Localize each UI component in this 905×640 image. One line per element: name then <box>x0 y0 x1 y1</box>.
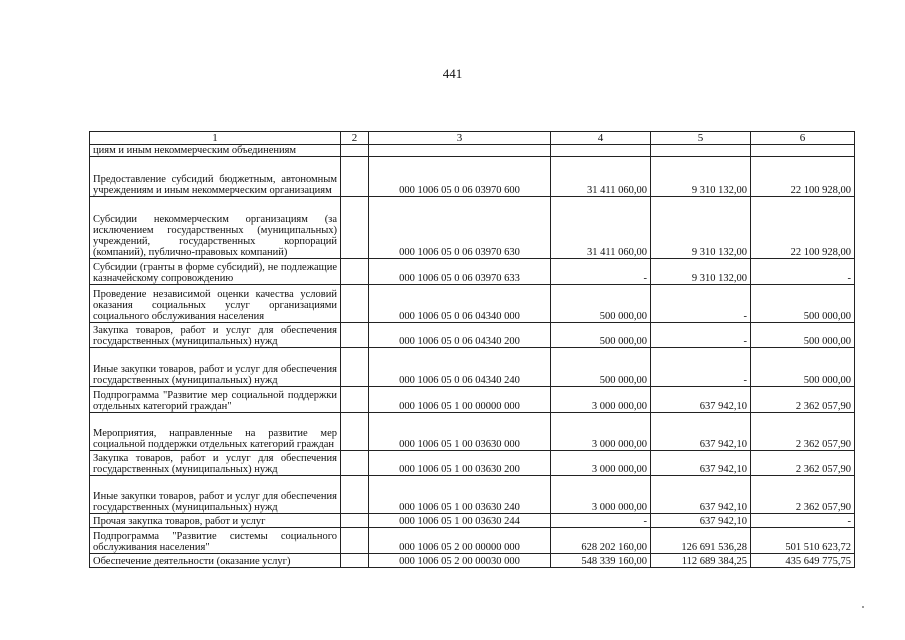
row-name: Закупка товаров, работ и услуг для обеспечения государственных (муниципальных) нужд <box>90 451 341 476</box>
row-col2 <box>341 528 369 554</box>
row-value-4: 3 000 000,00 <box>551 413 651 451</box>
row-name: Субсидии (гранты в форме субсидий), не подлежащие казначейскому сопровождению <box>90 259 341 285</box>
row-name: Мероприятия, направленные на развитие мер социальной поддержки отдельных категорий граждан <box>90 413 341 451</box>
row-name: циям и иным некоммерческим объединениям <box>90 145 341 157</box>
row-code: 000 1006 05 0 06 03970 600 <box>369 157 551 197</box>
row-name: Подпрограмма "Развитие мер социальной поддержки отдельных категорий граждан" <box>90 387 341 413</box>
table-header-row <box>90 132 855 145</box>
row-code: 000 1006 05 1 00 03630 200 <box>369 451 551 476</box>
table-row <box>90 554 855 568</box>
row-value-5: 9 310 132,00 <box>651 259 751 285</box>
row-value-6: 2 362 057,90 <box>751 476 855 514</box>
row-value-6: 500 000,00 <box>751 285 855 323</box>
scan-speck <box>862 606 864 608</box>
row-col2 <box>341 554 369 568</box>
row-value-5: - <box>651 285 751 323</box>
column-header-1: 1 <box>90 132 341 145</box>
row-code: 000 1006 05 0 06 04340 240 <box>369 348 551 387</box>
row-value-5: 112 689 384,25 <box>651 554 751 568</box>
table-row <box>90 285 855 323</box>
table-row <box>90 387 855 413</box>
row-value-4: - <box>551 259 651 285</box>
row-col2 <box>341 285 369 323</box>
row-value-5: 126 691 536,28 <box>651 528 751 554</box>
row-value-5: - <box>651 348 751 387</box>
table-row <box>90 259 855 285</box>
row-value-4: 31 411 060,00 <box>551 157 651 197</box>
row-name: Предоставление субсидий бюджетным, автономным учреждениям и иным некоммерческим организациям <box>90 157 341 197</box>
table-row <box>90 451 855 476</box>
row-value-4: 628 202 160,00 <box>551 528 651 554</box>
row-value-5: 637 942,10 <box>651 514 751 528</box>
row-code: 000 1006 05 0 06 04340 000 <box>369 285 551 323</box>
column-header-3: 3 <box>369 132 551 145</box>
row-value-4: 31 411 060,00 <box>551 197 651 259</box>
row-value-4: 3 000 000,00 <box>551 451 651 476</box>
row-name: Проведение независимой оценки качества условий оказания социальных услуг организациями социального обслуживания населения <box>90 285 341 323</box>
row-value-5: 637 942,10 <box>651 451 751 476</box>
row-code: 000 1006 05 2 00 00030 000 <box>369 554 551 568</box>
row-col2 <box>341 259 369 285</box>
table-row <box>90 145 855 157</box>
row-col2 <box>341 197 369 259</box>
row-value-5: 9 310 132,00 <box>651 197 751 259</box>
row-col2 <box>341 145 369 157</box>
row-value-5: - <box>651 323 751 348</box>
row-value-6: 500 000,00 <box>751 348 855 387</box>
column-header-2: 2 <box>341 132 369 145</box>
table-row <box>90 413 855 451</box>
column-header-4: 4 <box>551 132 651 145</box>
column-header-6: 6 <box>751 132 855 145</box>
row-code: 000 1006 05 0 06 03970 633 <box>369 259 551 285</box>
row-value-6: 435 649 775,75 <box>751 554 855 568</box>
row-code: 000 1006 05 1 00 03630 000 <box>369 413 551 451</box>
table-row <box>90 197 855 259</box>
row-name: Закупка товаров, работ и услуг для обеспечения государственных (муниципальных) нужд <box>90 323 341 348</box>
row-value-4: 548 339 160,00 <box>551 554 651 568</box>
row-name: Обеспечение деятельности (оказание услуг) <box>90 554 341 568</box>
page-number: 441 <box>442 66 463 81</box>
row-col2 <box>341 323 369 348</box>
row-col2 <box>341 157 369 197</box>
row-value-4: 3 000 000,00 <box>551 387 651 413</box>
row-col2 <box>341 476 369 514</box>
row-value-6: 2 362 057,90 <box>751 413 855 451</box>
row-name: Субсидии некоммерческим организациям (за исключением государственных (муниципальных) учреждений, государственных корпораций (компаний), публично-правовых компаний) <box>90 197 341 259</box>
column-header-5: 5 <box>651 132 751 145</box>
table-row <box>90 514 855 528</box>
row-col2 <box>341 348 369 387</box>
row-value-5: 9 310 132,00 <box>651 157 751 197</box>
row-value-6: - <box>751 514 855 528</box>
row-value-4: 500 000,00 <box>551 323 651 348</box>
row-value-6 <box>751 145 855 157</box>
row-value-5: 637 942,10 <box>651 387 751 413</box>
row-code: 000 1006 05 1 00 03630 244 <box>369 514 551 528</box>
row-name: Прочая закупка товаров, работ и услуг <box>90 514 341 528</box>
row-code: 000 1006 05 0 06 03970 630 <box>369 197 551 259</box>
row-value-5: 637 942,10 <box>651 413 751 451</box>
row-code: 000 1006 05 1 00 00000 000 <box>369 387 551 413</box>
row-code <box>369 145 551 157</box>
table-row <box>90 528 855 554</box>
row-col2 <box>341 451 369 476</box>
row-name: Подпрограмма "Развитие системы социального обслуживания населения" <box>90 528 341 554</box>
row-col2 <box>341 514 369 528</box>
table-row <box>90 348 855 387</box>
row-col2 <box>341 413 369 451</box>
row-code: 000 1006 05 0 06 04340 200 <box>369 323 551 348</box>
row-code: 000 1006 05 1 00 03630 240 <box>369 476 551 514</box>
row-col2 <box>341 387 369 413</box>
row-name: Иные закупки товаров, работ и услуг для обеспечения государственных (муниципальных) нужд <box>90 476 341 514</box>
row-value-4: 3 000 000,00 <box>551 476 651 514</box>
row-value-6: 2 362 057,90 <box>751 387 855 413</box>
row-value-6: 501 510 623,72 <box>751 528 855 554</box>
row-value-5 <box>651 145 751 157</box>
row-value-6: 2 362 057,90 <box>751 451 855 476</box>
table-row <box>90 323 855 348</box>
row-value-5: 637 942,10 <box>651 476 751 514</box>
row-value-4: - <box>551 514 651 528</box>
row-value-4: 500 000,00 <box>551 285 651 323</box>
budget-table <box>89 131 855 568</box>
row-name: Иные закупки товаров, работ и услуг для обеспечения государственных (муниципальных) нужд <box>90 348 341 387</box>
row-value-6: 500 000,00 <box>751 323 855 348</box>
row-code: 000 1006 05 2 00 00000 000 <box>369 528 551 554</box>
table-row <box>90 476 855 514</box>
row-value-6: 22 100 928,00 <box>751 157 855 197</box>
table-row <box>90 157 855 197</box>
row-value-6: 22 100 928,00 <box>751 197 855 259</box>
row-value-4 <box>551 145 651 157</box>
row-value-4: 500 000,00 <box>551 348 651 387</box>
row-value-6: - <box>751 259 855 285</box>
